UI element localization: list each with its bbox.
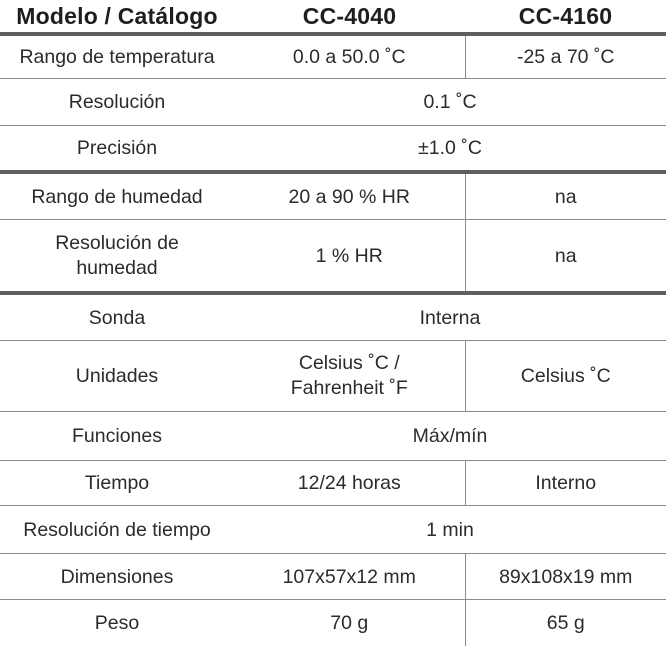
row-label: Dimensiones [0, 554, 234, 600]
header-label: Modelo / Catálogo [0, 0, 234, 34]
row-temperature-range [0, 34, 666, 79]
value-model-a: 107x57x12 mm [234, 554, 465, 600]
value-model-b: -25 a 70 ˚C [465, 34, 666, 79]
row-label: Sonda [0, 293, 234, 341]
row-label-line: Resolución de [55, 232, 179, 254]
row-label: Resolución de tiempo [0, 506, 234, 554]
row-weight [0, 600, 666, 646]
row-humidity-resolution [0, 220, 666, 294]
value-shared: Máx/mín [234, 412, 666, 461]
value-shared: Interna [234, 293, 666, 341]
value-model-b: 65 g [465, 600, 666, 646]
row-label: Resolución [0, 79, 234, 126]
row-label: Peso [0, 600, 234, 646]
row-precision [0, 126, 666, 173]
row-time [0, 461, 666, 506]
value-model-b: 89x108x19 mm [465, 554, 666, 600]
row-units [0, 341, 666, 412]
value-model-a: 70 g [234, 600, 465, 646]
value-line: Fahrenheit ˚F [291, 377, 408, 399]
value-shared: 0.1 ˚C [234, 79, 666, 126]
row-dimensions [0, 554, 666, 600]
value-shared: 1 min [234, 506, 666, 554]
header-model-a: CC-4040 [234, 0, 465, 34]
value-model-a: 0.0 a 50.0 ˚C [234, 34, 465, 79]
row-resolution [0, 79, 666, 126]
row-label: Unidades [0, 341, 234, 412]
row-label: Funciones [0, 412, 234, 461]
row-label [0, 220, 234, 294]
row-humidity-range [0, 172, 666, 220]
value-model-a [234, 341, 465, 412]
row-label: Precisión [0, 126, 234, 173]
row-functions [0, 412, 666, 461]
row-label: Rango de temperatura [0, 34, 234, 79]
value-model-b: Interno [465, 461, 666, 506]
value-model-a: 12/24 horas [234, 461, 465, 506]
value-multiline [291, 351, 408, 401]
row-label-multiline [55, 231, 179, 281]
value-model-b: Celsius ˚C [465, 341, 666, 412]
row-label: Rango de humedad [0, 172, 234, 220]
row-time-resolution [0, 506, 666, 554]
row-label-line: humedad [76, 257, 157, 279]
value-model-b: na [465, 220, 666, 294]
row-label: Tiempo [0, 461, 234, 506]
value-shared: ±1.0 ˚C [234, 126, 666, 173]
row-probe [0, 293, 666, 341]
header-row [0, 0, 666, 34]
value-model-a: 20 a 90 % HR [234, 172, 465, 220]
value-model-a: 1 % HR [234, 220, 465, 294]
value-line: Celsius ˚C / [299, 352, 400, 374]
header-model-b: CC-4160 [465, 0, 666, 34]
value-model-b: na [465, 172, 666, 220]
